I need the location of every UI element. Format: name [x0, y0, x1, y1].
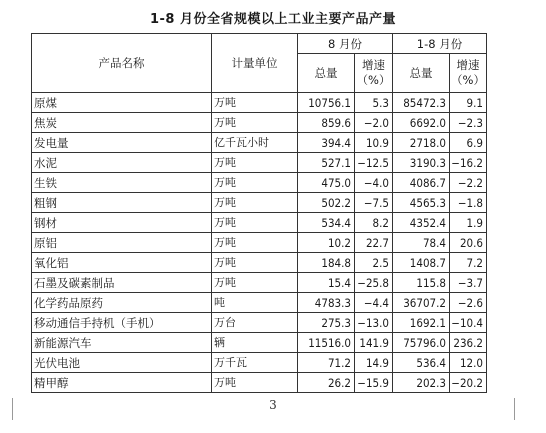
- product-name-cell: 化学药品原药: [32, 293, 212, 313]
- ytd-total-cell: 1692.1: [393, 313, 450, 333]
- ytd-growth-cell: 236.2: [450, 333, 487, 353]
- product-name-cell: 原铝: [32, 233, 212, 253]
- product-name-cell: 石墨及碳素制品: [32, 273, 212, 293]
- table-row: [32, 273, 487, 293]
- table-row: [32, 133, 487, 153]
- unit-cell: 万千瓦: [212, 353, 298, 373]
- ytd-growth-cell: −3.7: [450, 273, 487, 293]
- unit-cell: 万吨: [212, 253, 298, 273]
- product-name-cell: 新能源汽车: [32, 333, 212, 353]
- unit-cell: 万吨: [212, 153, 298, 173]
- ytd-total-cell: 85472.3: [393, 93, 450, 113]
- table-body: [32, 93, 487, 393]
- product-name-cell: 焦炭: [32, 113, 212, 133]
- table-row: [32, 153, 487, 173]
- header-ytd-total: 总量: [393, 54, 450, 93]
- ytd-total-cell: 1408.7: [393, 253, 450, 273]
- ytd-total-cell: 115.8: [393, 273, 450, 293]
- ytd-total-cell: 202.3: [393, 373, 450, 393]
- aug-growth-cell: −15.9: [355, 373, 393, 393]
- aug-growth-cell: 8.2: [355, 213, 393, 233]
- ytd-total-cell: 36707.2: [393, 293, 450, 313]
- unit-cell: 万吨: [212, 213, 298, 233]
- table-row: [32, 233, 487, 253]
- aug-total-cell: 184.8: [298, 253, 355, 273]
- product-name-cell: 原煤: [32, 93, 212, 113]
- unit-cell: 辆: [212, 333, 298, 353]
- ytd-growth-cell: 20.6: [450, 233, 487, 253]
- aug-growth-cell: −2.0: [355, 113, 393, 133]
- ytd-total-cell: 536.4: [393, 353, 450, 373]
- aug-total-cell: 4783.3: [298, 293, 355, 313]
- ytd-growth-cell: −10.4: [450, 313, 487, 333]
- ytd-growth-cell: 9.1: [450, 93, 487, 113]
- ytd-growth-cell: 12.0: [450, 353, 487, 373]
- aug-total-cell: 527.1: [298, 153, 355, 173]
- product-name-cell: 氧化铝: [32, 253, 212, 273]
- product-name-cell: 生铁: [32, 173, 212, 193]
- product-name-cell: 光伏电池: [32, 353, 212, 373]
- header-unit: 计量单位: [212, 34, 298, 93]
- table-row: [32, 373, 487, 393]
- aug-total-cell: 502.2: [298, 193, 355, 213]
- aug-total-cell: 11516.0: [298, 333, 355, 353]
- ytd-total-cell: 4086.7: [393, 173, 450, 193]
- product-name-cell: 粗钢: [32, 193, 212, 213]
- aug-total-cell: 15.4: [298, 273, 355, 293]
- ytd-total-cell: 78.4: [393, 233, 450, 253]
- aug-growth-cell: 2.5: [355, 253, 393, 273]
- header-ytd-growth-unit: （%）: [451, 73, 485, 87]
- header-aug-growth-unit: （%）: [356, 73, 391, 87]
- page-number: 3: [269, 398, 277, 412]
- table-row: [32, 353, 487, 373]
- header-period-august: 8 月份: [298, 34, 393, 54]
- aug-growth-cell: 10.9: [355, 133, 393, 153]
- ytd-growth-cell: −20.2: [450, 373, 487, 393]
- ytd-growth-cell: 1.9: [450, 213, 487, 233]
- unit-cell: 万吨: [212, 373, 298, 393]
- aug-growth-cell: −12.5: [355, 153, 393, 173]
- ytd-total-cell: 6692.0: [393, 113, 450, 133]
- ytd-growth-cell: −2.2: [450, 173, 487, 193]
- ytd-growth-cell: −1.8: [450, 193, 487, 213]
- aug-growth-cell: 5.3: [355, 93, 393, 113]
- header-ytd-growth: [450, 54, 487, 93]
- aug-growth-cell: −4.0: [355, 173, 393, 193]
- unit-cell: 万吨: [212, 233, 298, 253]
- header-period-jan-aug: 1-8 月份: [393, 34, 487, 54]
- aug-total-cell: 10756.1: [298, 93, 355, 113]
- aug-total-cell: 859.6: [298, 113, 355, 133]
- aug-growth-cell: 141.9: [355, 333, 393, 353]
- product-name-cell: 水泥: [32, 153, 212, 173]
- aug-total-cell: 275.3: [298, 313, 355, 333]
- page-title: 1-8 月份全省规模以上工业主要产品产量: [149, 12, 396, 27]
- unit-cell: 万吨: [212, 113, 298, 133]
- aug-total-cell: 71.2: [298, 353, 355, 373]
- table-row: [32, 253, 487, 273]
- product-name-cell: 移动通信手持机（手机）: [32, 313, 212, 333]
- ytd-growth-cell: −2.6: [450, 293, 487, 313]
- ytd-total-cell: 75796.0: [393, 333, 450, 353]
- unit-cell: 亿千瓦小时: [212, 133, 298, 153]
- product-name-cell: 精甲醇: [32, 373, 212, 393]
- aug-growth-cell: −4.4: [355, 293, 393, 313]
- ytd-total-cell: 4565.3: [393, 193, 450, 213]
- table-row: [32, 93, 487, 113]
- aug-total-cell: 394.4: [298, 133, 355, 153]
- aug-growth-cell: 14.9: [355, 353, 393, 373]
- unit-cell: 万吨: [212, 93, 298, 113]
- unit-cell: 万吨: [212, 193, 298, 213]
- table-row: [32, 293, 487, 313]
- ytd-growth-cell: −2.3: [450, 113, 487, 133]
- table-row: [32, 113, 487, 133]
- table-row: [32, 193, 487, 213]
- product-name-cell: 发电量: [32, 133, 212, 153]
- aug-growth-cell: −7.5: [355, 193, 393, 213]
- aug-total-cell: 10.2: [298, 233, 355, 253]
- table-row: [32, 333, 487, 353]
- ytd-growth-cell: 7.2: [450, 253, 487, 273]
- table-row: [32, 313, 487, 333]
- unit-cell: 万吨: [212, 273, 298, 293]
- header-aug-total: 总量: [298, 54, 355, 93]
- unit-cell: 万台: [212, 313, 298, 333]
- aug-growth-cell: −13.0: [355, 313, 393, 333]
- production-table: [31, 33, 487, 393]
- aug-growth-cell: 22.7: [355, 233, 393, 253]
- aug-total-cell: 534.4: [298, 213, 355, 233]
- aug-total-cell: 26.2: [298, 373, 355, 393]
- header-ytd-growth-label: 增速: [456, 58, 480, 72]
- ytd-growth-cell: −16.2: [450, 153, 487, 173]
- ytd-total-cell: 2718.0: [393, 133, 450, 153]
- header-aug-growth: [355, 54, 393, 93]
- product-name-cell: 钢材: [32, 213, 212, 233]
- table-header: [32, 34, 487, 93]
- ytd-growth-cell: 6.9: [450, 133, 487, 153]
- ytd-total-cell: 3190.3: [393, 153, 450, 173]
- header-product-name: 产品名称: [32, 34, 212, 93]
- ytd-total-cell: 4352.4: [393, 213, 450, 233]
- aug-growth-cell: −25.8: [355, 273, 393, 293]
- table-row: [32, 213, 487, 233]
- table-row: [32, 173, 487, 193]
- header-aug-growth-label: 增速: [362, 58, 385, 72]
- unit-cell: 吨: [212, 293, 298, 313]
- unit-cell: 万吨: [212, 173, 298, 193]
- aug-total-cell: 475.0: [298, 173, 355, 193]
